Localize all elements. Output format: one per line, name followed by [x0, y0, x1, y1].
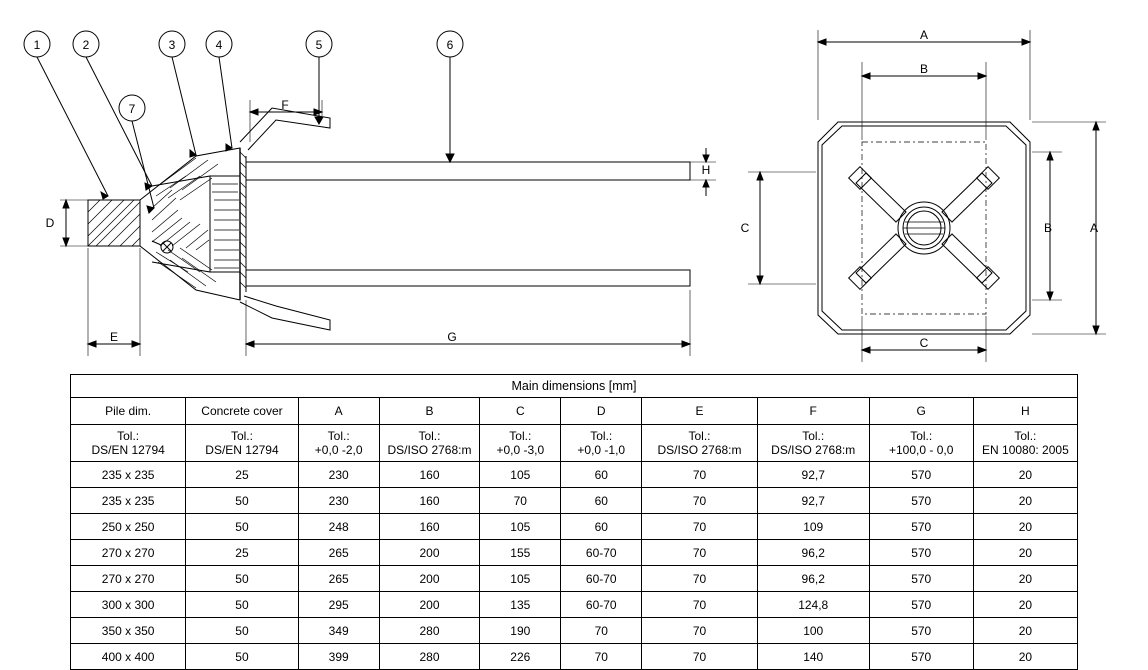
- cell-0-6: 70: [642, 462, 758, 488]
- cell-1-2: 230: [298, 488, 379, 514]
- table-row: [71, 644, 1078, 670]
- cell-1-4: 70: [480, 488, 561, 514]
- lower-bar: [246, 270, 690, 286]
- dim-G: [246, 290, 690, 356]
- cell-1-7: 92,7: [757, 488, 869, 514]
- tol-line1-8: Tol.:: [910, 429, 933, 443]
- tol-cell-4: [480, 425, 561, 462]
- table-row: [71, 462, 1078, 488]
- bottom-strap: [240, 296, 330, 330]
- tol-line2-4: +0,0 -3,0: [496, 443, 545, 457]
- cell-5-8: 570: [869, 592, 973, 618]
- col-header-d: D: [561, 398, 642, 425]
- flange-hatch: [240, 152, 246, 288]
- cell-6-5: 70: [561, 618, 642, 644]
- dim-label-D: D: [45, 216, 55, 230]
- callout-5-arrow: [315, 117, 323, 124]
- cell-0-1: 25: [186, 462, 298, 488]
- cell-6-2: 349: [298, 618, 379, 644]
- tol-line1-2: Tol.:: [327, 429, 350, 443]
- cell-2-1: 50: [186, 514, 298, 540]
- dim-label-G: G: [447, 330, 457, 344]
- table-title-row: [71, 375, 1078, 398]
- cell-6-6: 70: [642, 618, 758, 644]
- cell-0-2: 230: [298, 462, 379, 488]
- cell-3-7: 96,2: [757, 540, 869, 566]
- cone-inner-outline: [152, 176, 210, 272]
- cell-7-9: 20: [973, 644, 1077, 670]
- cell-7-5: 70: [561, 644, 642, 670]
- cell-4-8: 570: [869, 566, 973, 592]
- cell-0-8: 570: [869, 462, 973, 488]
- col-header-e: E: [642, 398, 758, 425]
- col-header-pile-dim: Pile dim.: [71, 398, 186, 425]
- table-row: [71, 618, 1078, 644]
- col-header-h: H: [973, 398, 1077, 425]
- cell-7-6: 70: [642, 644, 758, 670]
- cell-4-1: 50: [186, 566, 298, 592]
- table-header-row: [71, 398, 1078, 425]
- cell-2-6: 70: [642, 514, 758, 540]
- cell-7-8: 570: [869, 644, 973, 670]
- tol-line1-1: Tol.:: [230, 429, 253, 443]
- col-header-g: G: [869, 398, 973, 425]
- cell-3-1: 25: [186, 540, 298, 566]
- cell-1-6: 70: [642, 488, 758, 514]
- cell-3-3: 200: [379, 540, 480, 566]
- tol-cell-1: [186, 425, 298, 462]
- cell-4-3: 200: [379, 566, 480, 592]
- cell-6-4: 190: [480, 618, 561, 644]
- cell-6-7: 100: [757, 618, 869, 644]
- cell-4-5: 60-70: [561, 566, 642, 592]
- cell-7-0: 400 x 400: [71, 644, 186, 670]
- cell-3-2: 265: [298, 540, 379, 566]
- tol-line2-5: +0,0 -1,0: [577, 443, 626, 457]
- cell-0-0: 235 x 235: [71, 462, 186, 488]
- cell-2-9: 20: [973, 514, 1077, 540]
- callout-3-label: 3: [168, 38, 176, 52]
- tol-line1-3: Tol.:: [418, 429, 441, 443]
- cell-3-9: 20: [973, 540, 1077, 566]
- cell-7-3: 280: [379, 644, 480, 670]
- dim-label-H: H: [701, 163, 711, 177]
- table-row: [71, 592, 1078, 618]
- cell-5-9: 20: [973, 592, 1077, 618]
- cell-4-2: 265: [298, 566, 379, 592]
- tol-cell-6: [642, 425, 758, 462]
- callout-7-leader: [132, 121, 154, 208]
- cell-5-4: 135: [480, 592, 561, 618]
- tol-cell-0: [71, 425, 186, 462]
- tol-cell-7: [757, 425, 869, 462]
- dim-label-B-top: B: [919, 62, 929, 76]
- callout-2-label: 2: [82, 38, 90, 52]
- cell-5-7: 124,8: [757, 592, 869, 618]
- cell-5-3: 200: [379, 592, 480, 618]
- callout-2-leader: [86, 57, 152, 186]
- callout-1-leader: [37, 57, 108, 196]
- tol-line1-6: Tol.:: [688, 429, 711, 443]
- cell-7-1: 50: [186, 644, 298, 670]
- cell-1-1: 50: [186, 488, 298, 514]
- tol-line2-1: DS/EN 12794: [205, 443, 279, 457]
- cell-4-6: 70: [642, 566, 758, 592]
- cell-3-0: 270 x 270: [71, 540, 186, 566]
- cell-6-8: 570: [869, 618, 973, 644]
- cell-1-5: 60: [561, 488, 642, 514]
- cell-7-4: 226: [480, 644, 561, 670]
- cell-2-5: 60: [561, 514, 642, 540]
- cell-6-0: 350 x 350: [71, 618, 186, 644]
- cell-4-9: 20: [973, 566, 1077, 592]
- cell-0-3: 160: [379, 462, 480, 488]
- center-pipe-hatch: [903, 222, 945, 234]
- dim-label-A-top: A: [919, 28, 929, 42]
- tol-line2-9: EN 10080: 2005: [982, 443, 1069, 457]
- tol-line2-2: +0,0 -2,0: [314, 443, 363, 457]
- cell-4-0: 270 x 270: [71, 566, 186, 592]
- cell-2-0: 250 x 250: [71, 514, 186, 540]
- cell-1-9: 20: [973, 488, 1077, 514]
- tol-cell-8: [869, 425, 973, 462]
- cell-1-3: 160: [379, 488, 480, 514]
- cell-5-6: 70: [642, 592, 758, 618]
- cell-0-9: 20: [973, 462, 1077, 488]
- cell-0-5: 60: [561, 462, 642, 488]
- cell-2-2: 248: [298, 514, 379, 540]
- cell-3-5: 60-70: [561, 540, 642, 566]
- cell-5-2: 295: [298, 592, 379, 618]
- tol-cell-2: [298, 425, 379, 462]
- end-plate-outline: [88, 200, 140, 246]
- tol-line2-0: DS/EN 12794: [91, 443, 165, 457]
- tol-line2-3: DS/ISO 2768:m: [387, 443, 472, 457]
- callout-4-label: 4: [215, 38, 223, 52]
- cell-1-8: 570: [869, 488, 973, 514]
- side-view: [60, 100, 716, 356]
- dim-label-B-right: B: [1043, 221, 1053, 235]
- cell-7-2: 399: [298, 644, 379, 670]
- cell-2-7: 109: [757, 514, 869, 540]
- dim-D: [60, 200, 92, 246]
- cell-1-0: 235 x 235: [71, 488, 186, 514]
- cell-0-4: 105: [480, 462, 561, 488]
- cell-5-0: 300 x 300: [71, 592, 186, 618]
- col-header-b: B: [379, 398, 480, 425]
- col-header-c: C: [480, 398, 561, 425]
- table-row: [71, 540, 1078, 566]
- cell-6-1: 50: [186, 618, 298, 644]
- col-header-concrete-cover: Concrete cover: [186, 398, 298, 425]
- tol-line1-7: Tol.:: [802, 429, 825, 443]
- table-row: [71, 566, 1078, 592]
- callout-4-leader: [219, 57, 232, 148]
- table-title: Main dimensions [mm]: [71, 375, 1078, 398]
- cell-6-3: 280: [379, 618, 480, 644]
- table-row: [71, 488, 1078, 514]
- tol-line2-8: +100,0 - 0,0: [889, 443, 954, 457]
- end-plate-hatch: [88, 200, 140, 246]
- tol-cell-9: [973, 425, 1077, 462]
- callout-6-arrow: [446, 154, 454, 162]
- cell-7-7: 140: [757, 644, 869, 670]
- cell-3-6: 70: [642, 540, 758, 566]
- cell-3-4: 155: [480, 540, 561, 566]
- cell-2-8: 570: [869, 514, 973, 540]
- section-view: [748, 30, 1106, 362]
- tol-line2-7: DS/ISO 2768:m: [771, 443, 856, 457]
- tol-line1-4: Tol.:: [509, 429, 532, 443]
- col-header-a: A: [298, 398, 379, 425]
- callout-6-label: 6: [446, 38, 454, 52]
- cell-3-8: 570: [869, 540, 973, 566]
- dim-label-A-right: A: [1089, 221, 1099, 235]
- cone-body-outline: [140, 148, 240, 300]
- tol-cell-3: [379, 425, 480, 462]
- cell-5-5: 60-70: [561, 592, 642, 618]
- upper-bar: [246, 162, 690, 180]
- cell-4-4: 105: [480, 566, 561, 592]
- callout-3-leader: [172, 57, 196, 155]
- tol-line1-9: Tol.:: [1014, 429, 1037, 443]
- tol-line2-6: DS/ISO 2768:m: [657, 443, 742, 457]
- dim-label-C-bottom: C: [919, 336, 929, 350]
- dim-label-C-left: C: [740, 221, 750, 235]
- cell-2-3: 160: [379, 514, 480, 540]
- callout-7-label: 7: [128, 102, 136, 116]
- cell-2-4: 105: [480, 514, 561, 540]
- dim-C-left: [748, 172, 816, 284]
- cell-6-9: 20: [973, 618, 1077, 644]
- tol-line1-0: Tol.:: [117, 429, 140, 443]
- tol-cell-5: [561, 425, 642, 462]
- main-dimensions-table: [70, 374, 1078, 670]
- cell-4-7: 96,2: [757, 566, 869, 592]
- tol-line1-5: Tol.:: [590, 429, 613, 443]
- cell-5-1: 50: [186, 592, 298, 618]
- col-header-f: F: [757, 398, 869, 425]
- cone-hatch: [152, 158, 239, 288]
- callout-5-label: 5: [315, 38, 323, 52]
- dim-label-E: E: [109, 330, 119, 344]
- dim-label-F: F: [281, 98, 289, 112]
- table-tolerance-row: [71, 425, 1078, 462]
- callout-1-label: 1: [33, 38, 41, 52]
- table-row: [71, 514, 1078, 540]
- cell-0-7: 92,7: [757, 462, 869, 488]
